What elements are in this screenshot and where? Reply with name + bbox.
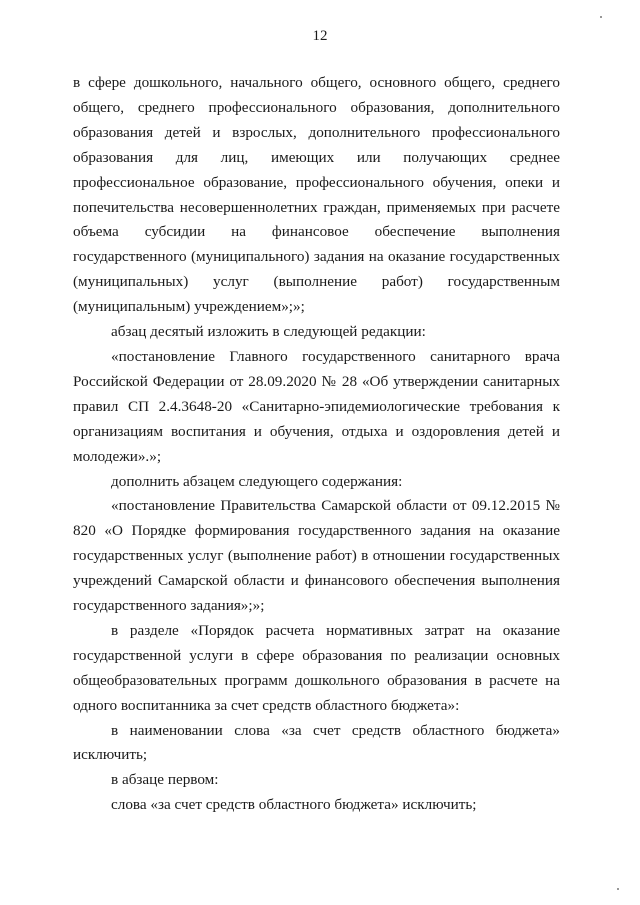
paragraph: «постановление Правительства Самарской области от 09.12.2015 № 820 «О Порядке формирования государственного задания на оказание государственных услуг (выполнение работ) в отношении государственных учреждений Самарской области и финансового обеспечения выполнения государственного задания»;»;	[73, 497, 560, 615]
paragraph: в сфере дошкольного, начального общего, основного общего, среднего общего, среднего профессионального образования, дополнительного образования детей и взрослых, дополнительного профессионального образования для лиц, имеющих или получающих среднее профессиональное образование, профессионального обучения, опеки и попечительства несовершеннолетних граждан, применяемых при расчете объема субсидии на финансовое обеспечение выполнения государственного (муниципального) задания на оказание государственных (муниципальных) услуг (выполнение работ) государственным (муниципальным) учреждением»;»;	[73, 74, 560, 316]
paragraph: в разделе «Порядок расчета нормативных затрат на оказание государственной услуги в сфере образования по реализации основных общеобразовательных программ дошкольного образования в расчете на одного воспитанника за счет средств областного бюджета»:	[73, 621, 560, 714]
page-number: 12	[312, 28, 328, 44]
scan-speck	[617, 888, 619, 890]
paragraph: дополнить абзацем следующего содержания:	[111, 472, 403, 490]
paragraph: слова «за счет средств областного бюджета» исключить;	[111, 796, 477, 814]
paragraph: «постановление Главного государственного санитарного врача Российской Федерации от 28.09.2020 № 28 «Об утверждении санитарных правил СП 2.4.3648-20 «Санитарно-эпидемиологические требования к организациям воспитания и обучения, отдыха и оздоровления детей и молодежи».»;	[73, 347, 560, 465]
scan-speck	[600, 16, 602, 18]
paragraph: в абзаце первом:	[111, 771, 219, 789]
document-body	[73, 71, 560, 818]
paragraph: абзац десятый изложить в следующей редакции:	[111, 323, 426, 341]
paragraph: в наименовании слова «за счет средств областного бюджета» исключить;	[73, 721, 560, 764]
